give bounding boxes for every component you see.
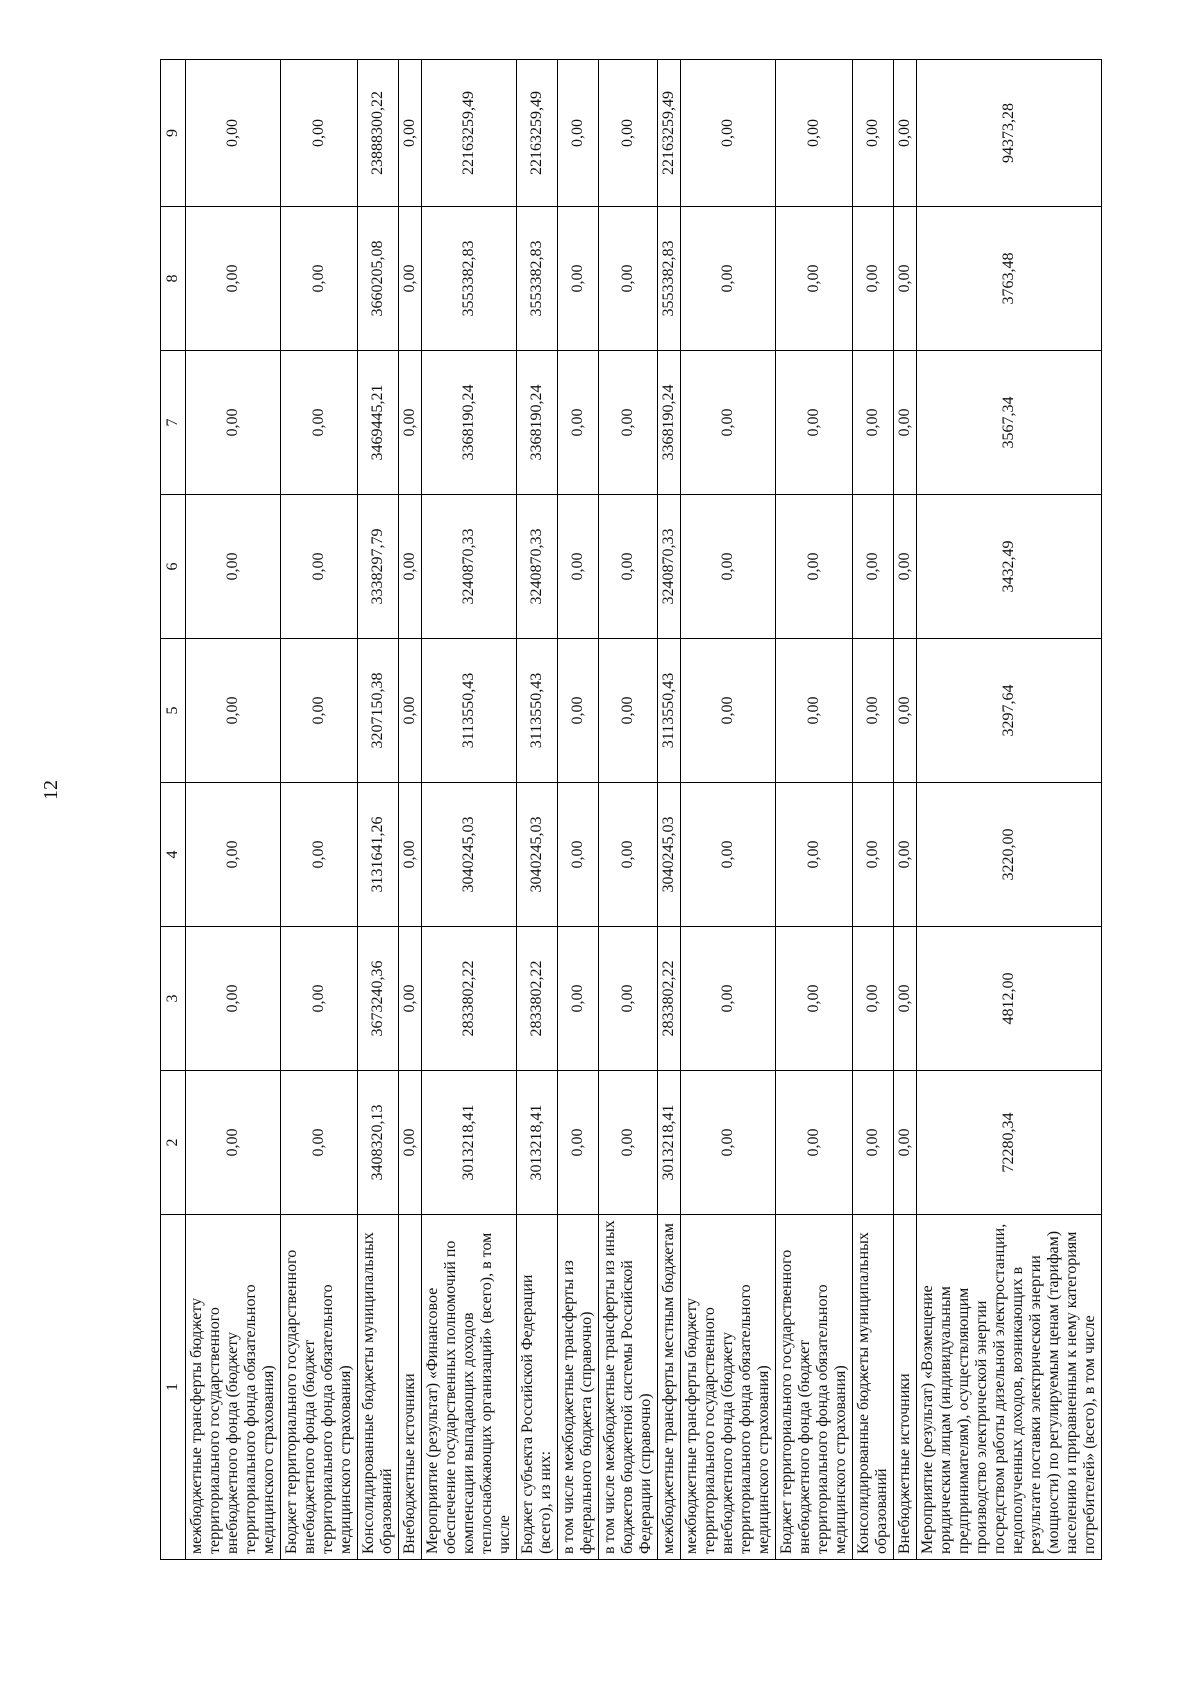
- value-cell: 3553382,83: [658, 207, 681, 351]
- value-cell: 2833802,22: [517, 927, 558, 1071]
- value-cell: 0,00: [599, 60, 658, 207]
- value-cell: 0,00: [681, 927, 776, 1071]
- row-label: Консолидированные бюджеты муниципальных образований: [853, 1215, 894, 1560]
- value-cell: 3131641,26: [358, 783, 399, 927]
- table-row: [358, 60, 399, 1560]
- value-cell: 0,00: [186, 927, 281, 1071]
- value-cell: 0,00: [853, 60, 894, 207]
- value-cell: 2833802,22: [658, 927, 681, 1071]
- value-cell: 0,00: [853, 783, 894, 927]
- value-cell: 3432,49: [917, 495, 1102, 639]
- value-cell: 3113550,43: [658, 639, 681, 783]
- value-cell: 3660205,08: [358, 207, 399, 351]
- value-cell: 3240870,33: [517, 495, 558, 639]
- value-cell: 3368190,24: [658, 351, 681, 495]
- value-cell: 0,00: [399, 351, 422, 495]
- row-label: межбюджетные трансферты местным бюджетам: [658, 1215, 681, 1560]
- value-cell: 0,00: [558, 351, 599, 495]
- value-cell: 0,00: [776, 927, 853, 1071]
- column-header: 5: [161, 639, 186, 783]
- value-cell: 3763,48: [917, 207, 1102, 351]
- value-cell: 0,00: [681, 1071, 776, 1215]
- value-cell: 0,00: [894, 207, 917, 351]
- value-cell: 0,00: [281, 927, 358, 1071]
- value-cell: 3040245,03: [422, 783, 517, 927]
- value-cell: 22163259,49: [422, 60, 517, 207]
- value-cell: 0,00: [281, 495, 358, 639]
- table-row: [186, 60, 281, 1560]
- value-cell: 3297,64: [917, 639, 1102, 783]
- table-row: [917, 60, 1102, 1560]
- value-cell: 0,00: [399, 495, 422, 639]
- table-row: [517, 60, 558, 1560]
- table-row: [681, 60, 776, 1560]
- value-cell: 3567,34: [917, 351, 1102, 495]
- value-cell: 0,00: [776, 639, 853, 783]
- value-cell: 0,00: [599, 495, 658, 639]
- value-cell: 0,00: [558, 639, 599, 783]
- value-cell: 0,00: [853, 639, 894, 783]
- value-cell: 0,00: [558, 927, 599, 1071]
- value-cell: 0,00: [558, 495, 599, 639]
- value-cell: 0,00: [558, 1071, 599, 1215]
- row-label: Бюджет субъекта Российской Федерации (всего), из них:: [517, 1215, 558, 1560]
- value-cell: 0,00: [599, 351, 658, 495]
- value-cell: 0,00: [853, 207, 894, 351]
- value-cell: 3553382,83: [422, 207, 517, 351]
- value-cell: 0,00: [558, 60, 599, 207]
- value-cell: 3338297,79: [358, 495, 399, 639]
- value-cell: 3040245,03: [517, 783, 558, 927]
- value-cell: 3408320,13: [358, 1071, 399, 1215]
- value-cell: 0,00: [186, 783, 281, 927]
- value-cell: 0,00: [894, 60, 917, 207]
- column-header: 3: [161, 927, 186, 1071]
- value-cell: 3368190,24: [517, 351, 558, 495]
- value-cell: 94373,28: [917, 60, 1102, 207]
- value-cell: 22163259,49: [658, 60, 681, 207]
- value-cell: 0,00: [186, 639, 281, 783]
- column-header: 8: [161, 207, 186, 351]
- column-header: 2: [161, 1071, 186, 1215]
- value-cell: 0,00: [399, 783, 422, 927]
- value-cell: 3220,00: [917, 783, 1102, 927]
- value-cell: 0,00: [681, 783, 776, 927]
- value-cell: 22163259,49: [517, 60, 558, 207]
- table-row: [776, 60, 853, 1560]
- row-label: Внебюджетные источники: [894, 1215, 917, 1560]
- value-cell: 0,00: [558, 207, 599, 351]
- value-cell: 0,00: [186, 60, 281, 207]
- value-cell: 0,00: [776, 351, 853, 495]
- value-cell: 0,00: [681, 60, 776, 207]
- value-cell: 3469445,21: [358, 351, 399, 495]
- value-cell: 3113550,43: [517, 639, 558, 783]
- column-header: 1: [161, 1215, 186, 1560]
- value-cell: 2833802,22: [422, 927, 517, 1071]
- value-cell: 3553382,83: [517, 207, 558, 351]
- value-cell: 0,00: [681, 351, 776, 495]
- value-cell: 0,00: [281, 207, 358, 351]
- value-cell: 0,00: [281, 1071, 358, 1215]
- value-cell: 3673240,36: [358, 927, 399, 1071]
- row-label: Бюджет территориального государственного внебюджетного фонда (бюджет территориального фонда обязательного медицинского страхования): [281, 1215, 358, 1560]
- value-cell: 3040245,03: [658, 783, 681, 927]
- value-cell: 0,00: [599, 783, 658, 927]
- value-cell: 4812,00: [917, 927, 1102, 1071]
- table-row: [422, 60, 517, 1560]
- table-row: [894, 60, 917, 1560]
- value-cell: 0,00: [599, 639, 658, 783]
- value-cell: 0,00: [894, 1071, 917, 1215]
- header-row: [161, 60, 186, 1560]
- value-cell: 0,00: [186, 207, 281, 351]
- value-cell: 0,00: [399, 1071, 422, 1215]
- value-cell: 0,00: [853, 927, 894, 1071]
- value-cell: 0,00: [776, 60, 853, 207]
- table-row: [599, 60, 658, 1560]
- value-cell: 0,00: [776, 495, 853, 639]
- value-cell: 3240870,33: [658, 495, 681, 639]
- row-label: Мероприятие (результат) «Финансовое обеспечение государственных полномочий по компенсации выпадающих доходов теплоснабжающих организаций» (всего), в том числе: [422, 1215, 517, 1560]
- value-cell: 0,00: [681, 639, 776, 783]
- row-label: Мероприятие (результат) «Возмещение юридическим лицам (индивидуальным предпринимателям), осуществляющим производство электрической энергии посредством работы дизельной электростанции, недополученных доходов, возникающих в результате поставки электрической энергии (мощности) по регулируемым ценам (тарифам) населению и приравненным к нему категориям потребителей» (всего), в том числе: [917, 1215, 1102, 1560]
- value-cell: 3240870,33: [422, 495, 517, 639]
- row-label: Консолидированные бюджеты муниципальных образований: [358, 1215, 399, 1560]
- row-label: в том числе межбюджетные трансферты из иных бюджетов бюджетной системы Российской Федерации (справочно): [599, 1215, 658, 1560]
- value-cell: 72280,34: [917, 1071, 1102, 1215]
- rotated-sheet: [160, 60, 1160, 1560]
- value-cell: 0,00: [399, 60, 422, 207]
- value-cell: 0,00: [281, 639, 358, 783]
- column-header: 4: [161, 783, 186, 927]
- table-row: [558, 60, 599, 1560]
- value-cell: 0,00: [776, 1071, 853, 1215]
- value-cell: 3207150,38: [358, 639, 399, 783]
- table-row: [658, 60, 681, 1560]
- value-cell: 0,00: [281, 351, 358, 495]
- value-cell: 0,00: [399, 927, 422, 1071]
- value-cell: 3013218,41: [422, 1071, 517, 1215]
- value-cell: 0,00: [599, 1071, 658, 1215]
- value-cell: 0,00: [186, 351, 281, 495]
- value-cell: 0,00: [186, 495, 281, 639]
- column-header: 9: [161, 60, 186, 207]
- value-cell: 0,00: [599, 927, 658, 1071]
- row-label: в том числе межбюджетные трансферты из федерального бюджета (справочно): [558, 1215, 599, 1560]
- value-cell: 0,00: [681, 495, 776, 639]
- value-cell: 0,00: [776, 783, 853, 927]
- value-cell: 23888300,22: [358, 60, 399, 207]
- value-cell: 0,00: [853, 1071, 894, 1215]
- value-cell: 0,00: [186, 1071, 281, 1215]
- value-cell: 0,00: [894, 783, 917, 927]
- table-row: [853, 60, 894, 1560]
- value-cell: 0,00: [281, 60, 358, 207]
- column-header: 6: [161, 495, 186, 639]
- value-cell: 0,00: [281, 783, 358, 927]
- value-cell: 0,00: [853, 351, 894, 495]
- value-cell: 0,00: [894, 639, 917, 783]
- value-cell: 0,00: [681, 207, 776, 351]
- value-cell: 3013218,41: [658, 1071, 681, 1215]
- value-cell: 3013218,41: [517, 1071, 558, 1215]
- row-label: Бюджет территориального государственного внебюджетного фонда (бюджет территориального фонда обязательного медицинского страхования): [776, 1215, 853, 1560]
- value-cell: 0,00: [894, 927, 917, 1071]
- row-label: Внебюджетные источники: [399, 1215, 422, 1560]
- value-cell: 0,00: [853, 495, 894, 639]
- value-cell: 0,00: [894, 351, 917, 495]
- value-cell: 0,00: [599, 207, 658, 351]
- value-cell: 3113550,43: [422, 639, 517, 783]
- row-label: межбюджетные трансферты бюджету территориального государственного внебюджетного фонда (бюджету территориального фонда обязательного медицинского страхования): [186, 1215, 281, 1560]
- value-cell: 0,00: [399, 639, 422, 783]
- value-cell: 0,00: [558, 783, 599, 927]
- value-cell: 0,00: [399, 207, 422, 351]
- value-cell: 0,00: [894, 495, 917, 639]
- column-header: 7: [161, 351, 186, 495]
- row-label: межбюджетные трансферты бюджету территориального государственного внебюджетного фонда (бюджету территориального фонда обязательного медицинского страхования): [681, 1215, 776, 1560]
- table-row: [281, 60, 358, 1560]
- value-cell: 0,00: [776, 207, 853, 351]
- page-number: 12: [40, 780, 62, 800]
- table-row: [399, 60, 422, 1560]
- value-cell: 3368190,24: [422, 351, 517, 495]
- budget-table: [160, 59, 1102, 1560]
